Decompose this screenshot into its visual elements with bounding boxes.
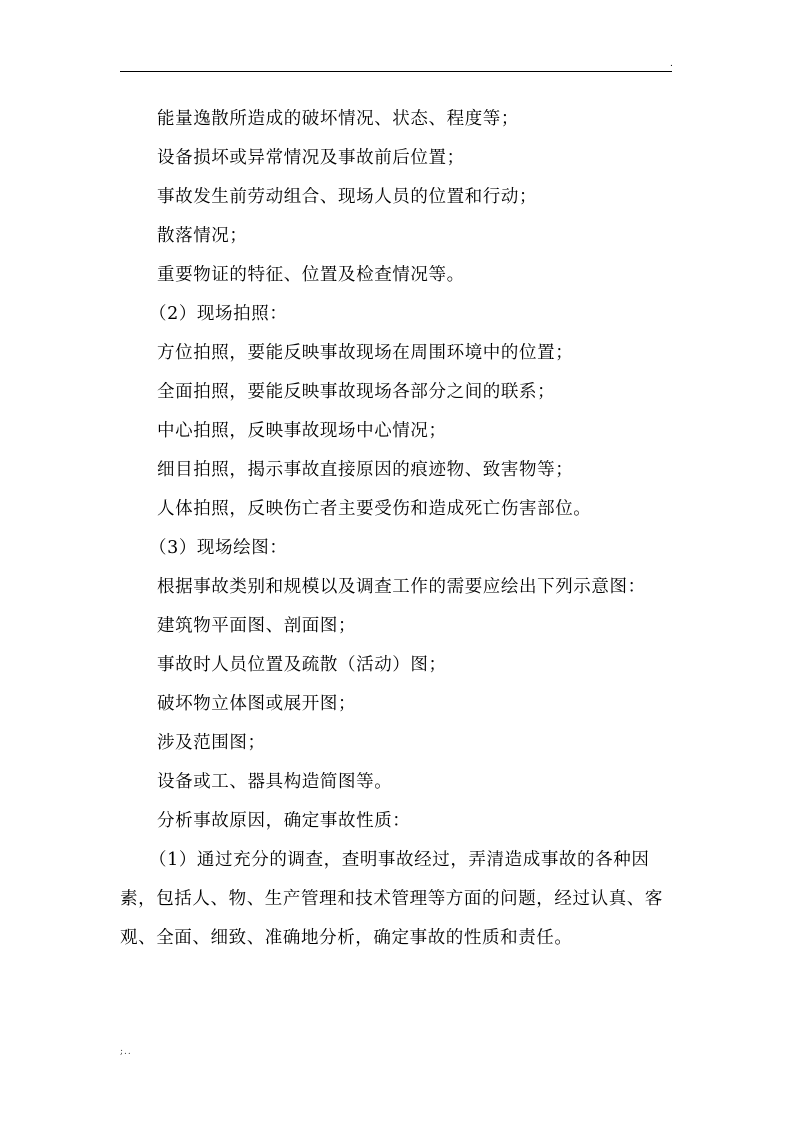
text-line: 散落情况；	[157, 226, 248, 246]
section-heading-photography: （2）现场拍照：	[149, 304, 288, 324]
footer-mark: ;..	[120, 1047, 132, 1057]
text-line: 事故发生前劳动组合、现场人员的位置和行动；	[157, 187, 538, 207]
page-body	[120, 100, 676, 958]
text-line: 重要物证的特征、位置及检查情况等。	[157, 265, 465, 285]
text-line: 事故时人员位置及疏散（活动）图；	[157, 655, 447, 675]
text-line: 方位拍照，要能反映事故现场在周围环境中的位置；	[157, 343, 574, 363]
text-line: 全面拍照，要能反映事故现场各部分之间的联系；	[157, 382, 556, 402]
text-line: 设备或工、器具构造简图等。	[157, 772, 393, 792]
text-line: 建筑物平面图、剖面图；	[157, 616, 357, 636]
text-line: 涉及范围图；	[157, 733, 266, 753]
text-line: 设备损坏或异常情况及事故前后位置；	[157, 148, 465, 168]
paragraph-line-2: 素，包括人、物、生产管理和技术管理等方面的问题，经过认真、客	[120, 889, 663, 909]
text-line: 中心拍照，反映事故现场中心情况；	[157, 421, 447, 441]
header-corner-mark: .	[670, 59, 673, 69]
text-line: 根据事故类别和规模以及调查工作的需要应绘出下列示意图：	[157, 577, 646, 597]
text-line: 细目拍照，揭示事故直接原因的痕迹物、致害物等；	[157, 460, 574, 480]
section-heading-analysis: 分析事故原因，确定事故性质：	[157, 811, 411, 831]
header-rule	[120, 71, 672, 72]
paragraph-line-3: 观、全面、细致、准确地分析，确定事故的性质和责任。	[120, 928, 573, 948]
section-heading-drawing: （3）现场绘图：	[149, 538, 288, 558]
text-line: 人体拍照，反映伤亡者主要受伤和造成死亡伤害部位。	[157, 499, 592, 519]
paragraph-line-1: （1）通过充分的调查，查明事故经过，弄清造成事故的各种因	[149, 850, 650, 870]
text-line: 能量逸散所造成的破坏情况、状态、程度等；	[157, 109, 519, 129]
text-line: 破坏物立体图或展开图；	[157, 694, 357, 714]
